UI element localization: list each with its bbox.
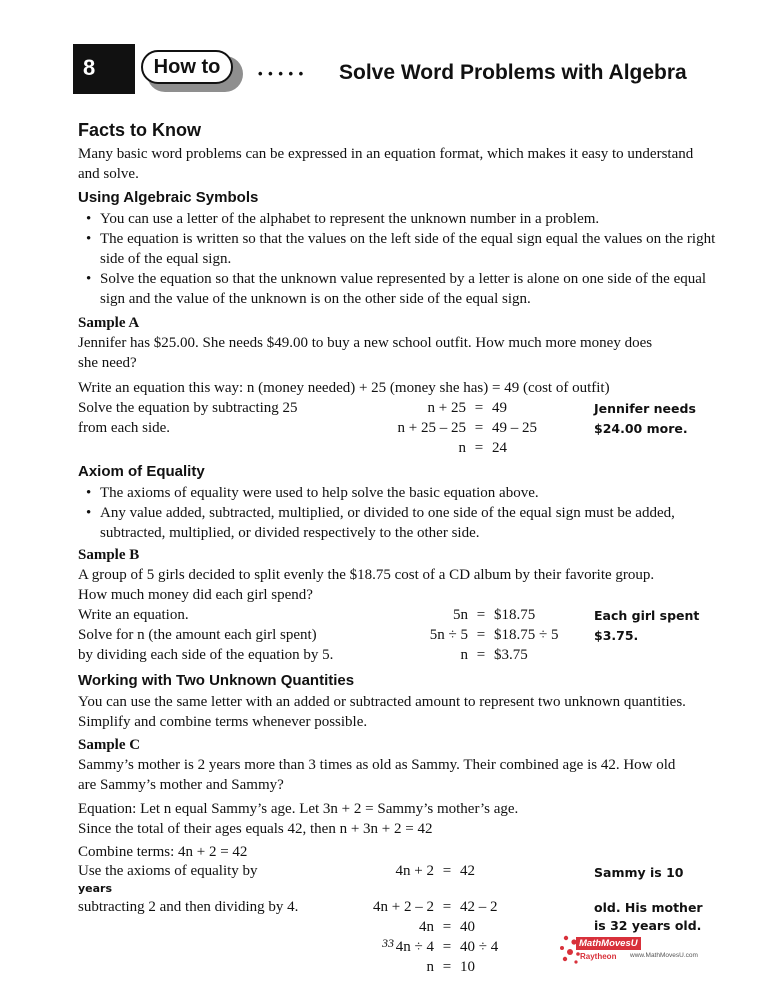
equation-right: $18.75 ÷ 5 [494,627,559,643]
equation-equals: = [476,627,486,643]
sample-c-equation-top [346,861,475,881]
sample-c-equation-line: Equation: Let n equal Sammy’s age. Let 3n + 2 = Sammy’s mother’s age. [78,801,519,817]
equation-equals: = [474,400,484,416]
sample-c-problem: Sammy’s mother is 2 years more than 3 times as old as Sammy. Their combined age is 42. How old are Sammy’s mother and Sammy? [78,757,676,793]
two-unknowns-intro: You can use the same letter with an added or subtracted amount to represent two unknown quantities. Simplify and combine terms whenever possible. [78,694,686,730]
equation-left: 5n [453,607,468,623]
list-item: • The equation is written so that the values on the left side of the equal sign equal the values on the right side of the equal sign. [80,229,720,269]
title-dots: • • • • • [258,66,305,81]
axiom-list [80,483,720,543]
sample-c-equation-bottom [346,897,498,977]
sample-a-solve-text: Solve the equation by subtracting 25 from each side. [78,400,298,436]
chapter-number: 8 [83,55,96,80]
equation-equals: = [476,607,486,623]
equation-equals: = [474,440,484,456]
equation-left: n + 25 [427,400,466,416]
sample-c-heading: Sample C [78,737,141,753]
sample-b-equation [418,605,558,665]
equation-right: 49 [492,400,507,416]
equation-equals: = [442,919,452,935]
sample-b-problem: A group of 5 girls decided to split evenly the $18.75 cost of a CD album by their favorite group. How much money did each girl spend? [78,567,655,603]
equation-row [356,398,537,418]
two-unknowns-heading: Working with Two Unknown Quantities [78,672,355,689]
sample-a-answer: Jennifer needs $24.00 more. [594,401,696,436]
equation-left: 4n + 2 [395,863,434,879]
equation-right: 49 – 25 [492,420,537,436]
equation-right: 40 [460,919,475,935]
equation-left: 4n ÷ 4 [395,939,434,955]
page-number: 33 [382,936,394,950]
sample-c-combine-line: Combine terms: 4n + 2 = 42 [78,844,248,860]
facts-intro: Many basic word problems can be expressed in an equation format, which makes it easy to understand and solve. [78,146,694,182]
symbols-heading: Using Algebraic Symbols [78,189,259,206]
equation-right: 40 ÷ 4 [460,939,499,955]
equation-row [418,605,558,625]
sample-a-problem: Jennifer has $25.00. She needs $49.00 to buy a new school outfit. How much more money does she need? [78,335,653,371]
equation-left: 4n + 2 – 2 [373,899,434,915]
sample-c-years-word: years [78,882,113,895]
sample-b-answer: Each girl spent $3.75. [594,608,700,643]
equation-row [346,897,498,917]
equation-right: 42 – 2 [460,899,498,915]
list-item: • The axioms of equality were used to help solve the basic equation above. [80,483,720,503]
equation-right: $18.75 [494,607,536,623]
equation-equals: = [474,420,484,436]
sample-b-heading: Sample B [78,547,140,563]
sample-c-use-line: Use the axioms of equality by [78,863,258,879]
equation-row [346,957,498,977]
equation-row [346,937,498,957]
equation-left: n [458,440,466,456]
how-to-label: How to [153,56,221,78]
page-title: Solve Word Problems with Algebra [339,61,687,84]
sample-a-write-line: Write an equation this way: n (money needed) + 25 (money she has) = 49 (cost of outfit) [78,380,610,396]
equation-right: 24 [492,440,507,456]
logo-url: www.MathMovesU.com [630,952,698,959]
equation-row [418,645,558,665]
list-item: • Solve the equation so that the unknown value represented by a letter is alone on one side of the equal sign and the value of the unknown is on the other side of the equal sign. [80,269,720,309]
equation-left: n [460,647,468,663]
how-to-pill [141,50,233,84]
sample-b-instructions: Write an equation. Solve for n (the amount each girl spent) by dividing each side of the equation by 5. [78,607,334,663]
equation-row [356,418,537,438]
sample-a-equation [356,398,537,458]
logo-wordmark: MathMovesU [576,937,641,950]
sample-c-subtract-line: subtracting 2 and then dividing by 4. [78,899,299,915]
axiom-heading: Axiom of Equality [78,463,205,480]
list-item: • You can use a letter of the alphabet to represent the unknown number in a problem. [80,209,720,229]
equation-right: 10 [460,959,475,975]
equation-equals: = [442,863,452,879]
equation-left: n [426,959,434,975]
equation-left: n + 25 – 25 [397,420,466,436]
equation-row [346,861,475,881]
symbols-list [80,209,720,309]
sample-c-answer-line3: is 32 years old. [594,918,702,933]
equation-right: 42 [460,863,475,879]
equation-row [346,917,498,937]
equation-equals: = [476,647,486,663]
equation-row [418,625,558,645]
sample-a-heading: Sample A [78,315,140,331]
equation-equals: = [442,959,452,975]
equation-right: $3.75 [494,647,528,663]
sample-c-answer-line1: Sammy is 10 [594,865,684,880]
sample-c-answer-line2: old. His mother [594,900,703,915]
equation-equals: = [442,939,452,955]
equation-left: 4n [419,919,434,935]
list-item: • Any value added, subtracted, multiplied, or divided to one side of the equal sign must be added, subtracted, multiplied, or divided respectively to the other side. [80,503,720,543]
equation-equals: = [442,899,452,915]
mathmovesu-logo [556,932,706,968]
equation-left: 5n ÷ 5 [429,627,468,643]
facts-heading: Facts to Know [78,120,202,140]
logo-sponsor: Raytheon [580,952,617,961]
sample-c-since-line: Since the total of their ages equals 42, then n + 3n + 2 = 42 [78,821,433,837]
equation-row [356,438,537,458]
